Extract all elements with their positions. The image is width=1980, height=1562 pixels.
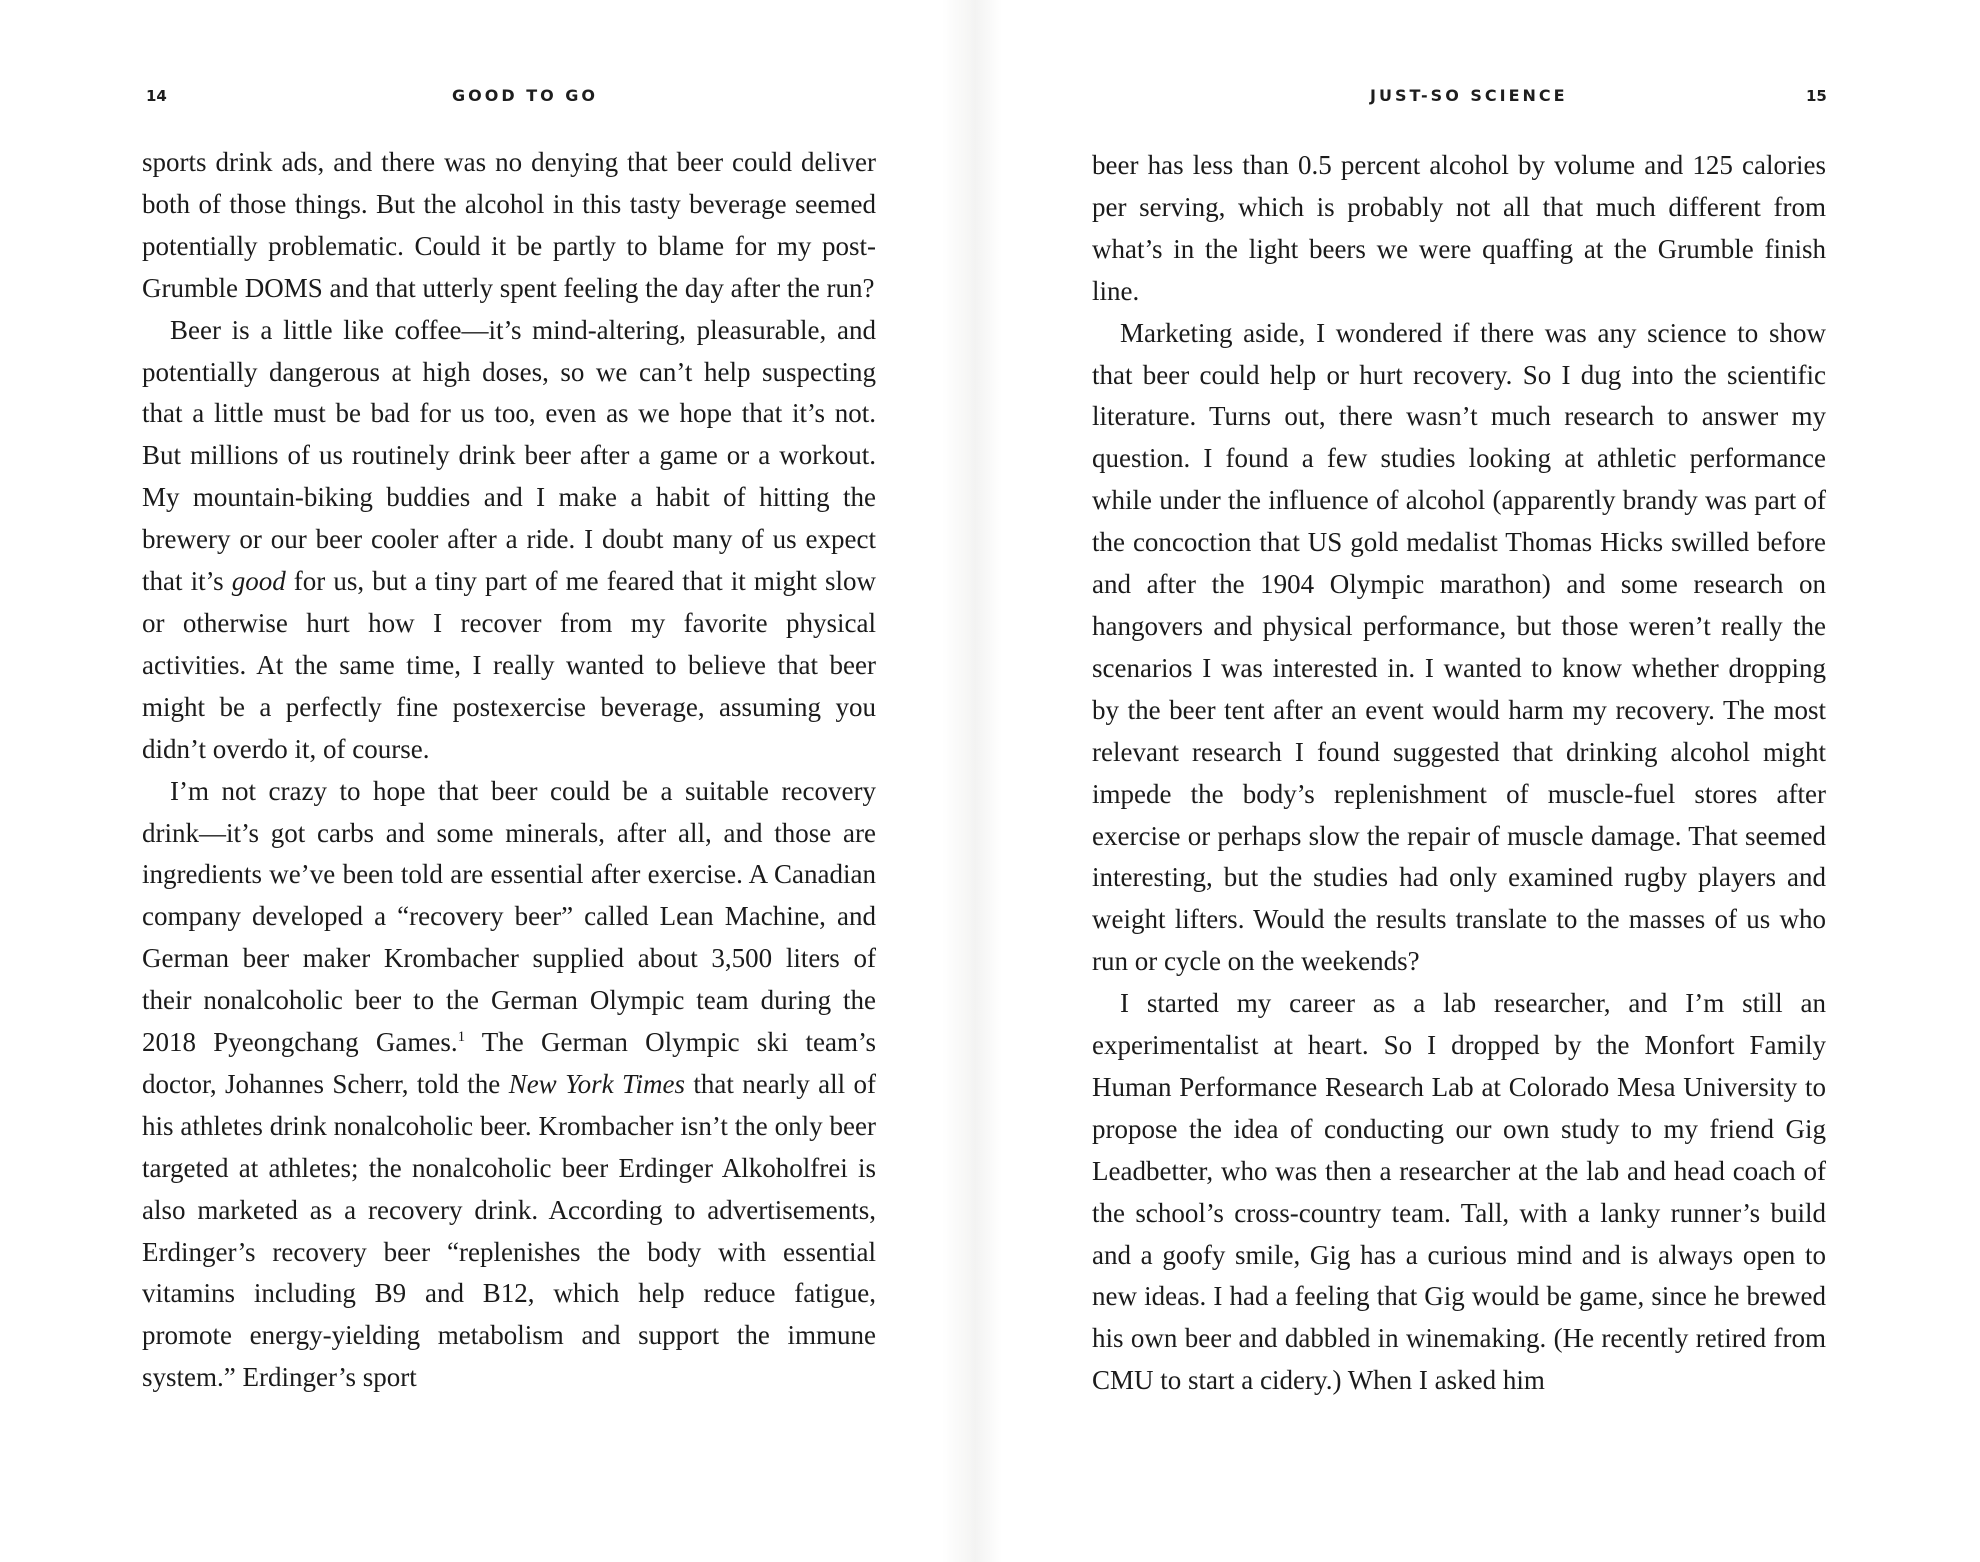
text-run: I’m not crazy to hope that beer could be a suitable recovery drink—it’s got carbs and some minerals, after all, and those are ingredients we’ve been told are essential after exercise. A Canadian company developed a “recovery beer” called Lean Machine, and German beer maker Krombacher supplied about 3,500 liters of their nonalcoholic beer to the German Olympic team during the 2018 Pyeongchang Games. <box>142 775 876 1058</box>
right-page <box>990 0 1980 1562</box>
book-gutter <box>942 0 1002 1562</box>
footnote-marker[interactable]: 1 <box>457 1029 466 1046</box>
paragraph <box>142 310 876 771</box>
text-run: that nearly all of his athletes drink nonalcoholic beer. Krombacher isn’t the only beer targeted at athletes; the nonalcoholic beer Erdinger Alkoholfrei is also marketed as a recovery drink. According to advertisements, Erdinger’s recovery beer “replenishes the body with essential vitamins including B9 and B12, which help reduce fatigue, promote energy-yielding metabolism and support the immune system.” Erdinger’s sport <box>142 1068 876 1393</box>
text-run: Beer is a little like coffee—it’s mind-altering, pleasurable, and potentially dangerous at high doses, so we can’t help suspecting that a little must be bad for us too, even as we hope that it’s not. But millions of us routinely drink beer after a game or a workout. My mountain-biking buddies and I make a habit of hitting the brewery or our beer cooler after a ride. I doubt many of us expect that it’s <box>142 314 876 597</box>
paragraph: sports drink ads, and there was no denying that beer could deliver both of those things. But the alcohol in this tasty beverage seemed potentially problematic. Could it be partly to blame for my post-Grumble DOMS and that utterly spent feeling the day after the run? <box>142 147 876 303</box>
emphasis: good <box>231 566 286 597</box>
publication-title: New York Times <box>508 1068 686 1099</box>
text-run: for us, but a tiny part of me feared that it might slow or otherwise hurt how I recover from my favorite physical activities. At the same time, I really wanted to believe that beer might be a perfectly fine postexercise beverage, assuming you didn’t overdo it, of course. <box>142 566 876 764</box>
page-number-left: 14 <box>146 87 167 105</box>
left-body-text <box>142 142 876 1399</box>
text-run: The German Olympic ski team’s doctor, Johannes Scherr, told the <box>142 1027 876 1099</box>
running-head-left: GOOD TO GO <box>452 86 599 105</box>
page-number-right: 15 <box>1806 87 1827 105</box>
paragraph: I started my career as a lab researcher, and I’m still an experimentalist at heart. So I dropped by the Monfort Family Human Performance Research Lab at Colorado Mesa University to propose the idea of conducting our own study to my friend Gig Leadbetter, who was then a researcher at the lab and head coach of the school’s cross-country team. Tall, with a lanky runner’s build and a goofy smile, Gig has a curious mind and is always open to new ideas. I had a feeling that Gig would be game, since he brewed his own beer and dabbled in winemaking. (He recently retired from CMU to start a cidery.) When I asked him <box>1092 988 1826 1396</box>
right-body-text <box>1092 145 1826 1402</box>
running-head-right: JUST-SO SCIENCE <box>1370 86 1568 105</box>
paragraph: Marketing aside, I wondered if there was any science to show that beer could help or hurt recovery. So I dug into the scientific literature. Turns out, there wasn’t much research to answer my question. I found a few studies looking at athletic performance while under the influence of alcohol (apparently brandy was part of the concoction that US gold medalist Thomas Hicks swilled before and after the 1904 Olympic marathon) and some research on hangovers and physical performance, but those weren’t really the scenarios I was interested in. I wanted to know whether dropping by the beer tent after an event would harm my recovery. The most relevant research I found suggested that drinking alcohol might impede the body’s replenishment of muscle-fuel stores after exercise or perhaps slow the repair of muscle damage. That seemed interesting, but the studies had only examined rugby players and weight lifters. Would the results translate to the masses of us who run or cycle on the weekends? <box>1092 317 1826 977</box>
paragraph <box>142 771 876 1400</box>
paragraph: beer has less than 0.5 percent alcohol by volume and 125 calories per serving, which is probably not all that much different from what’s in the light beers we were quaffing at the Grumble finish line. <box>1092 150 1826 306</box>
